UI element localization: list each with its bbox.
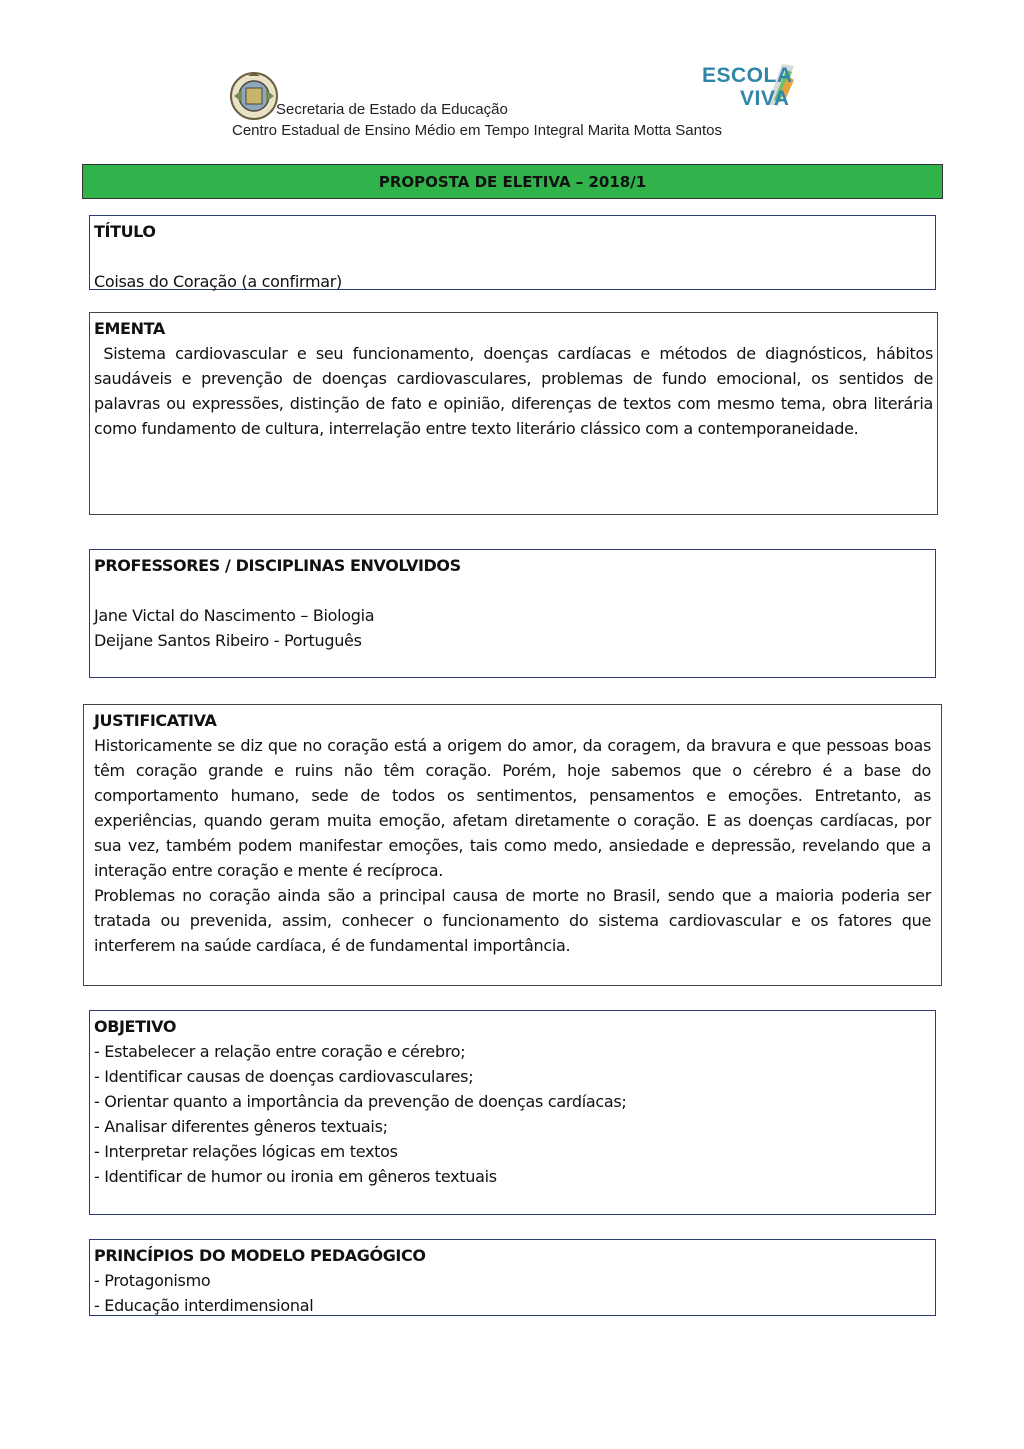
professor-item: Deijane Santos Ribeiro - Português xyxy=(94,631,362,650)
professores-section xyxy=(89,549,936,678)
justificativa-paragraph: Historicamente se diz que no coração está a origem do amor, da coragem, da bravura e que pessoas boas têm coração grande e ruins não têm coração. Porém, hoje sabemos que o cérebro é a base do comportamento humano, sede de todos os sentimentos, pensamentos e emoções. Entretanto, as experiências, quando geram muita emoção, afetam diretamente o coração. E as doenças cardíacas, por sua vez, também podem manifestar emoções, tais como medo, ansiedade e depressão, revelando que a interação entre coração e mente é recíproca. xyxy=(94,736,931,880)
titulo-heading: TÍTULO xyxy=(94,222,156,241)
principio-item: - Educação interdimensional xyxy=(94,1296,314,1315)
justificativa-section xyxy=(83,704,942,986)
objetivo-item: - Interpretar relações lógicas em textos xyxy=(94,1142,398,1161)
objetivo-section xyxy=(89,1010,936,1215)
justificativa-paragraph: Problemas no coração ainda são a principal causa de morte no Brasil, sendo que a maioria poderia ser tratada ou prevenida, assim, conhecer o funcionamento do sistema cardiovascular e os fatores que interferem na saúde cardíaca, é de fundamental importância. xyxy=(94,886,931,955)
professores-heading: PROFESSORES / DISCIPLINAS ENVOLVIDOS xyxy=(94,556,461,575)
professor-item: Jane Victal do Nascimento – Biologia xyxy=(94,606,375,625)
logo-word-viva: VIVA xyxy=(740,87,790,110)
proposal-banner xyxy=(82,164,943,199)
proposal-title: PROPOSTA DE ELETIVA – 2018/1 xyxy=(378,172,647,191)
escola-viva-logo xyxy=(696,60,800,120)
ementa-section xyxy=(89,312,938,515)
objetivo-item: - Identificar causas de doenças cardiovasculares; xyxy=(94,1067,474,1086)
secretaria-line: Secretaria de Estado da Educação xyxy=(276,101,508,118)
school-name-line: Centro Estadual de Ensino Médio em Tempo Integral Marita Motta Santos xyxy=(232,122,722,139)
principios-heading: PRINCÍPIOS DO MODELO PEDAGÓGICO xyxy=(94,1246,426,1265)
objetivo-heading: OBJETIVO xyxy=(94,1017,177,1036)
objetivo-item: - Orientar quanto a importância da prevenção de doenças cardíacas; xyxy=(94,1092,627,1111)
logo-word-escola: ESCOLA xyxy=(702,64,793,87)
coat-of-arms-icon xyxy=(228,70,280,122)
ementa-text: Sistema cardiovascular e seu funcionamento, doenças cardíacas e métodos de diagnósticos, hábitos saudáveis e prevenção de doenças cardiovasculares, problemas de fundo emocional, os sentidos de palavras ou expressões, distinção de fato e opinião, diferenças de textos com mesmo tema, obra literária como fundamento de cultura, interrelação entre texto literário clássico com a contemporaneidade. xyxy=(94,344,938,438)
principio-item: - Protagonismo xyxy=(94,1271,211,1290)
objetivo-item: - Identificar de humor ou ironia em gêneros textuais xyxy=(94,1167,497,1186)
titulo-section xyxy=(89,215,936,290)
objetivo-item: - Analisar diferentes gêneros textuais; xyxy=(94,1117,388,1136)
justificativa-heading: JUSTIFICATIVA xyxy=(94,711,217,730)
principios-section xyxy=(89,1239,936,1316)
objetivo-item: - Estabelecer a relação entre coração e cérebro; xyxy=(94,1042,466,1061)
ementa-heading: EMENTA xyxy=(94,319,165,338)
titulo-text: Coisas do Coração (a confirmar) xyxy=(94,272,342,291)
